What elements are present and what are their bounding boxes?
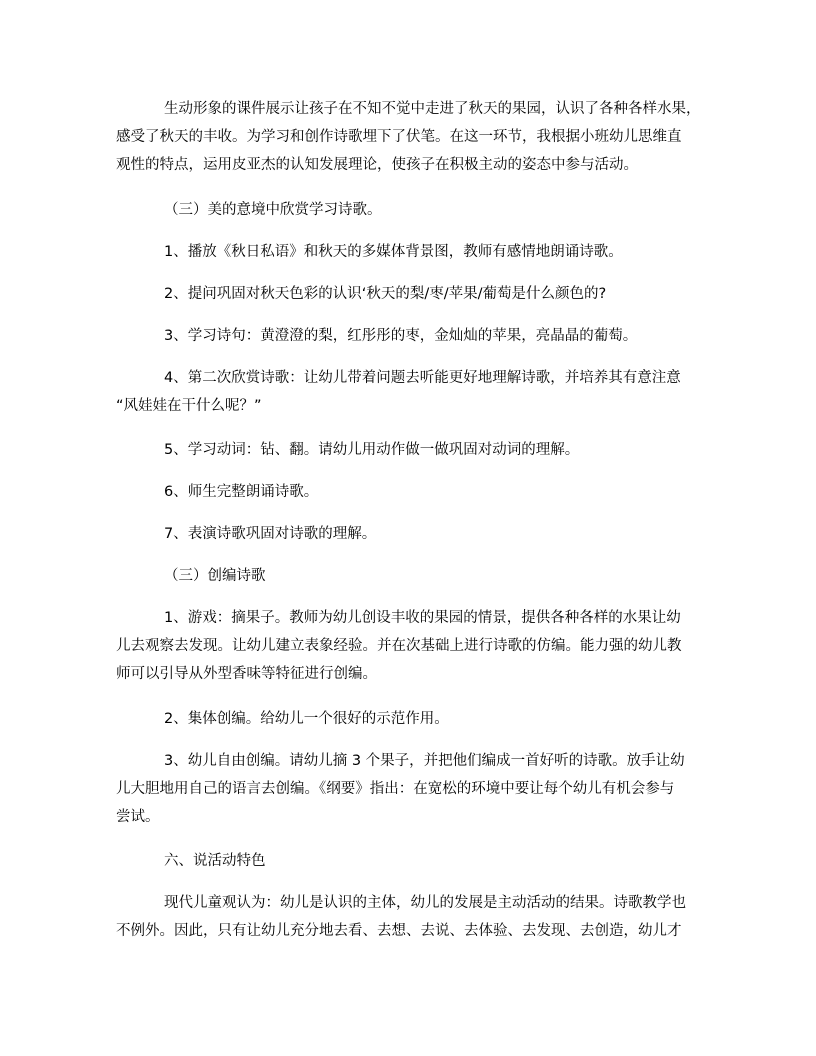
step-5-paragraph (116, 436, 700, 464)
text-line: 4、第二次欣赏诗歌：让幼儿带着问题去听能更好地理解诗歌，并培养其有意注意 (164, 370, 681, 386)
text-line: 不例外。因此，只有让幼儿充分地去看、去想、去说、去体验、去发现、去创造，幼儿才 (116, 923, 682, 939)
text-line: 儿大胆地用自己的语言去创编。《纲要》指出：在宽松的环境中要让每个幼儿有机会参与 (116, 781, 675, 797)
text-line: 1、播放《秋日私语》和秋天的多媒体背景图，教师有感情地朗诵诗歌。 (164, 244, 623, 260)
text-line: 观性的特点，运用皮亚杰的认知发展理论，使孩子在积极主动的姿态中参与活动。 (116, 157, 638, 173)
create-2-paragraph (116, 705, 700, 733)
paragraph-intro (116, 95, 700, 179)
create-1-paragraph (116, 604, 700, 688)
text-line: 现代儿童观认为：幼儿是认识的主体，幼儿的发展是主动活动的结果。诗歌教学也 (164, 895, 686, 911)
step-7-paragraph (116, 520, 700, 548)
text-line: 感受了秋天的丰收。为学习和创作诗歌埋下了伏笔。在这一环节，我根据小班幼儿思维直 (116, 129, 682, 145)
step-6-paragraph (116, 478, 700, 506)
create-3-paragraph (116, 747, 700, 831)
step-1-paragraph (116, 238, 700, 266)
section-heading-features (116, 847, 700, 875)
text-line: 师可以引导从外型香味等特征进行创编。 (116, 666, 377, 682)
step-2-paragraph (116, 280, 700, 308)
closing-paragraph (116, 889, 700, 945)
text-line: 2、提问巩固对秋天色彩的认识‘秋天的梨/枣/苹果/葡萄是什么颜色的? (164, 286, 607, 302)
text-line: 3、学习诗句：黄澄澄的梨，红彤彤的枣，金灿灿的苹果，亮晶晶的葡萄。 (164, 328, 638, 344)
text-line: 6、师生完整朗诵诗歌。 (164, 484, 319, 500)
text-line: 儿去观察去发现。让幼儿建立表象经验。并在次基础上进行诗歌的仿编。能力强的幼儿教 (116, 638, 682, 654)
text-line: 5、学习动词：钻、翻。请幼儿用动作做一做巩固对动词的理解。 (164, 442, 580, 458)
text-line: “风娃娃在干什么呢？” (116, 398, 262, 414)
text-line: 2、集体创编。给幼儿一个很好的示范作用。 (164, 711, 449, 727)
step-4-paragraph (116, 364, 700, 420)
text-line: 3、幼儿自由创编。请幼儿摘 3 个果子，并把他们编成一首好听的诗歌。放手让幼 (164, 753, 685, 769)
text-line: 1、游戏：摘果子。教师为幼儿创设丰收的果园的情景，提供各种各样的水果让幼 (164, 610, 681, 626)
text-line: （三）美的意境中欣赏学习诗歌。 (164, 202, 382, 218)
text-line: 7、表演诗歌巩固对诗歌的理解。 (164, 526, 377, 542)
text-line: 生动形象的课件展示让孩子在不知不觉中走进了秋天的果园，认识了各种各样水果， (164, 101, 701, 117)
step-3-paragraph (116, 322, 700, 350)
text-line: 六、说活动特色 (164, 853, 266, 869)
text-line: 尝试。 (116, 809, 160, 825)
section-heading-appreciation (116, 196, 700, 224)
section-heading-creation (116, 562, 700, 590)
text-line: （三）创编诗歌 (164, 568, 266, 584)
